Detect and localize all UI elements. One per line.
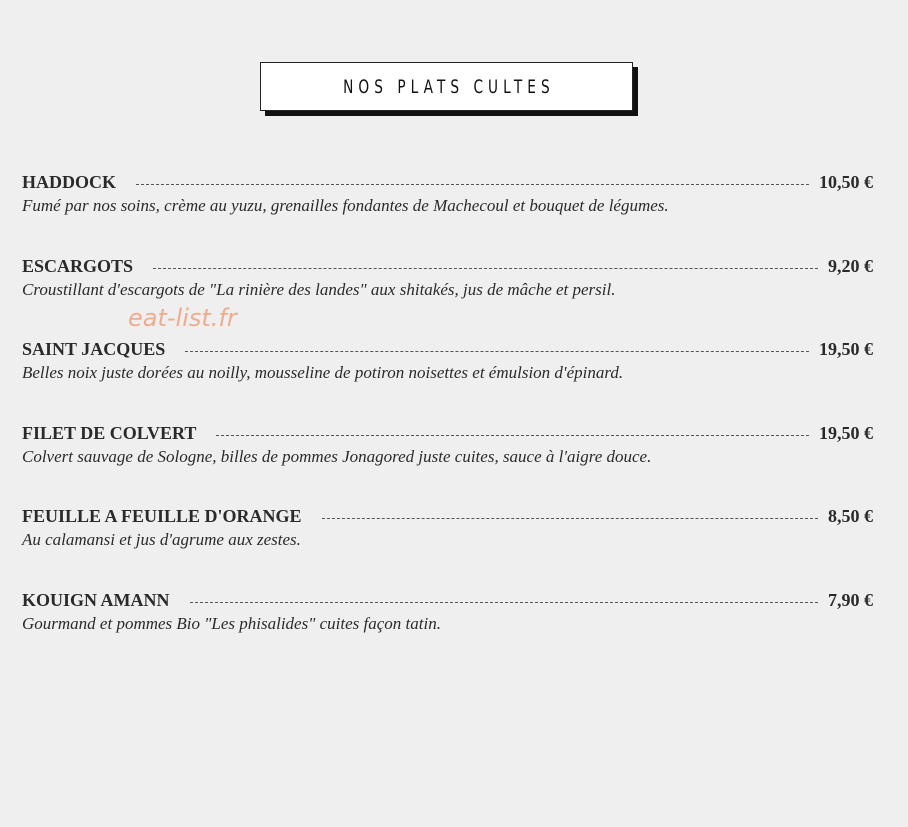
menu-item [22,172,873,256]
title-frame [260,62,633,111]
menu-item-header [22,423,873,447]
menu-item-description: Fumé par nos soins, crème au yuzu, grenailles fondantes de Machecoul et bouquet de légumes. [22,196,669,215]
menu-item-price: 19,50 € [819,339,873,360]
menu-item [22,339,873,423]
menu-item-description: Au calamansi et jus d'agrume aux zestes. [22,530,301,550]
dotted-leader [153,268,818,269]
menu-item-description: Belles noix juste dorées au noilly, mousseline de potiron noisettes et émulsion d'épinard. [22,363,624,383]
menu-item-price: 10,50 € [819,172,873,192]
menu-item-price: 19,50 € [819,422,873,443]
dotted-leader [216,435,809,436]
dotted-leader [190,602,819,603]
dotted-leader [136,184,809,185]
menu-item-name: FEUILLE A FEUILLE D'ORANGE [22,506,302,527]
menu-item [22,423,873,507]
menu-item-description: Croustillant d'escargots de "La rinière des landes" aux shitakés, jus de mâche et persil. [22,279,616,299]
section-title-box [260,62,635,113]
menu-item-price: 9,20 € [828,255,873,276]
menu-item-header [22,590,873,614]
menu-item-name: ESCARGOTS [22,255,134,276]
menu-item-price: 8,50 € [828,506,873,527]
dotted-leader [185,351,809,352]
menu-item-header [22,506,873,530]
menu-item [22,590,873,674]
menu-item-header [22,256,873,280]
menu-item [22,506,873,590]
menu-item-price: 7,90 € [828,589,873,610]
dotted-leader [322,518,818,519]
menu-item-name: KOUIGN AMANN [22,589,170,610]
menu-item-description: Colvert sauvage de Sologne, billes de pommes Jonagored juste cuites, sauce à l'aigre douce. [22,446,652,466]
menu-item-name: FILET DE COLVERT [22,422,197,443]
section-title: NOS PLATS CULTES [343,75,555,98]
menu-item-name: SAINT JACQUES [22,339,166,360]
menu-item-header [22,339,873,363]
menu-item-name: HADDOCK [22,172,116,192]
menu-item-description: Gourmand et pommes Bio "Les phisalides" cuites façon tatin. [22,613,441,633]
watermark: eat-list.fr [128,304,237,332]
menu-list [22,172,873,674]
menu-item-header [22,172,873,196]
